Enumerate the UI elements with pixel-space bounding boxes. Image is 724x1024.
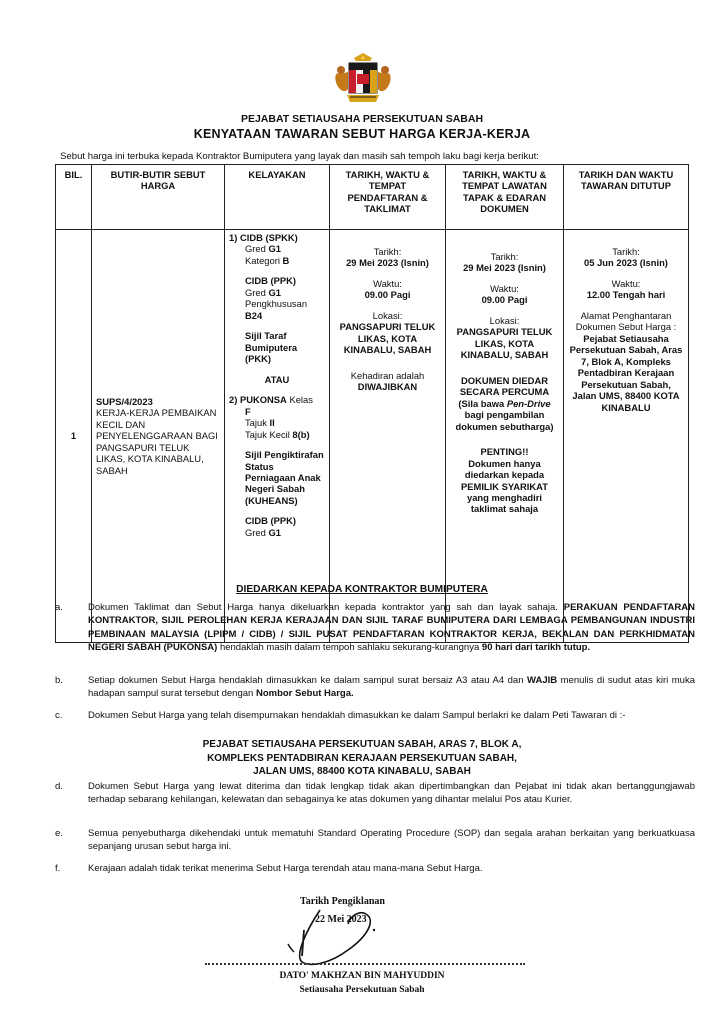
delivery-address-label: Alamat Penghantaran Dokumen Sebut Harga : [575,309,677,333]
sijil-kuheans: Sijil Pengiktirafan Status Perniagaan Anak Negeri Sabah (KUHEANS) [245,449,324,506]
note-a-text-2: PERAKUAN PENDAFTARAN KONTRAKTOR, SIJIL PEROLEHAN KERJA KERAJAAN DAN SIJIL TARAF BUMIPUTERA DARI LEMBAGA PEMBANGUNAN INDUSTRI PEMBINAAN MALAYSIA (LPIPM / CIDB) / SIJIL PUSAT PENDAFTARAN KONTRAKTOR KERJA, BEKALAN DAN PERKHIDMATAN NEGERI SABAH (PUKONSA) [88,602,695,654]
reg-date-label: Tarikh: [373,246,402,257]
note-f [55,862,695,875]
note-a-text-1: Dokumen Taklimat dan Sebut Harga hanya dikeluarkan kepada kontraktor yang sah dan layak sahaja. [88,602,558,613]
qualification-cell [225,230,330,643]
handwritten-signature [280,900,430,970]
note-f-text: Kerajaan adalah tidak terikat menerima Sebut Harga terendah atau mana-mana Sebut Harga. [88,863,483,874]
attendance-label: Kehadiran adalah [350,369,425,381]
sijil-taraf-bumiputera: Sijil Taraf Bumiputera (PKK) [245,330,298,365]
note-f-letter: f. [55,863,61,874]
work-description [92,230,225,643]
item-1-number: 1) [229,232,238,243]
header-bil: BIL. [56,165,92,230]
company-owner-note: PEMILIK SYARIKAT yang menghadiri taklimat sahaja [461,480,548,515]
coat-of-arms-logo [330,52,396,108]
note-e [55,827,695,854]
attendance-required: DIWAJIBKAN [357,381,418,393]
pengkhususan-label: Pengkhususan [245,298,308,310]
gred3-label: Gred [245,526,266,538]
header-pendaftaran: TARIKH, WAKTU & TEMPAT PENDAFTARAN & TAKLIMAT [330,165,446,230]
pendrive-note-b: Pen-Drive [506,397,551,409]
cidb-ppk: CIDB (PPK) [245,275,297,287]
cidb-ppk-2: CIDB (PPK) [245,515,297,527]
free-document-notice: DOKUMEN DIEDAR SECARA PERCUMA [459,374,550,398]
close-time: 12.00 Tengah hari [586,289,666,301]
note-c-letter: c. [55,710,63,721]
submission-address [0,738,724,779]
reg-date: 29 Mei 2023 (Isnin) [346,257,429,269]
note-d-text: Dokumen Sebut Harga yang lewat diterima dan tidak lengkap tidak akan dipertimbangkan dan Pejabat ini tidak akan bertanggungjawab terhadap sebarang kehilangan, kelewatan dan sebagainya ke atas dokumen yang dihantar melalui Pos atau Kurier. [88,781,695,806]
close-date-label: Tarikh: [612,246,640,257]
gred2-label: Gred [245,286,266,298]
pendrive-note-c: bagi pengambilan dokumen sebutharga) [455,409,554,432]
reg-time-label: Waktu: [373,277,402,289]
header-kelayakan: KELAYAKAN [225,165,330,230]
note-b-letter: b. [55,675,63,686]
visit-location-label: Lokasi: [489,314,520,326]
note-e-text: Semua penyebutharga dikehendaki untuk mematuhi Standard Operating Procedure (SOP) dan segala arahan berkaitan yang berkuatkuasa sepanjang urusan sebut harga ini. [88,828,695,853]
visit-time: 09.00 Pagi [481,294,528,306]
visit-date-label: Tarikh: [490,251,519,262]
pendrive-note-a: (Sila bawa [458,397,505,409]
delivery-address: Pejabat Setiausaha Persekutuan Sabah, Aras 7, Blok A, Kompleks Pentadbiran Kerajaan Persekutuan Sabah, Jalan UMS, 88400 KOTA KINABALU [569,332,683,413]
note-c [55,709,695,722]
gred2-value: G1 [268,286,281,298]
note-e-letter: e. [55,828,63,839]
kategori-value: B [282,254,290,266]
reg-location-label: Lokasi: [372,309,403,321]
tajuk-label: Tajuk [245,417,267,429]
note-a [55,601,695,655]
signature-line [205,963,525,965]
closing-cell [564,230,689,643]
pengkhususan-value: B24 [245,309,263,321]
header-ditutup: TARIKH DAN WAKTU TAWARAN DITUTUP [564,165,689,230]
note-d [55,780,695,807]
tajuk-kecil-value: 8(b) [292,428,310,440]
quotation-table [55,164,689,643]
document-title: KENYATAAN TAWARAN SEBUT HARGA KERJA-KERJA [193,127,531,141]
address-line-2: KOMPLEKS PENTADBIRAN KERAJAAN PERSEKUTUAN SABAH, [207,752,517,764]
visit-date: 29 Mei 2023 (Isnin) [463,262,546,274]
kategori-label: Kategori [245,254,280,266]
row-number: 1 [56,230,92,643]
important-label: PENTING!! [480,446,529,458]
kelas-value: F [245,405,251,417]
note-b [55,674,695,701]
note-b-text-3: menulis di sudut atas kiri muka hadapan sampul surat tersebut dengan [88,675,696,700]
tajuk-value: II [269,417,275,429]
work-title: KERJA-KERJA PEMBAIKAN KECIL DAN PENYELENGGARAAN BAGI PANGSAPURI TELUK LIKAS, KOTA KINABALU, SABAH [96,407,218,476]
header-lawatan: TARIKH, WAKTU & TEMPAT LAWATAN TAPAK & EDARAN DOKUMEN [446,165,564,230]
note-a-text-3: hendaklah masih dalam tempoh sahlaku sekurang-kurangnya [219,642,480,654]
registration-cell [330,230,446,643]
signatory-name: DATO' MAKHZAN BIN MAHYUDDIN [279,971,445,981]
kelas-label: Kelas [289,394,313,406]
office-name: PEJABAT SETIAUSAHA PERSEKUTUAN SABAH [240,113,484,125]
table-header-row [56,165,689,230]
visit-location: PANGSAPURI TELUK LIKAS, KOTA KINABALU, SABAH [456,326,553,361]
gred-label: Gred [245,243,266,255]
address-line-3: JALAN UMS, 88400 KOTA KINABALU, SABAH [253,766,471,777]
reference-number: SUPS/4/2023 [96,395,153,407]
note-b-text-1: Setiap dokumen Sebut Harga hendaklah dimasukkan ke dalam sampul surat bersaiz A3 atau A4 dan [88,675,524,686]
note-c-text: Dokumen Sebut Harga yang telah disempurnakan hendaklah dimasukkan ke dalam Sampul berlakri ke dalam Peti Tawaran di :- [88,710,626,721]
announcement [0,584,724,595]
note-b-text-2: WAJIB [527,675,558,686]
address-line-1: PEJABAT SETIAUSAHA PERSEKUTUAN SABAH, ARAS 7, BLOK A, [202,739,522,750]
advertisement-date: 22 Mei 2023 [315,914,367,925]
pukonsa: PUKONSA [239,394,287,406]
signatory-position: Setiausaha Persekutuan Sabah [299,985,425,995]
reg-location: PANGSAPURI TELUK LIKAS, KOTA KINABALU, SABAH [339,321,436,356]
atau-text: ATAU [264,373,290,385]
intro-text: Sebut harga ini terbuka kepada Kontraktor Bumiputera yang layak dan masih sah tempoh laku bagi kerja berikut: [60,151,539,162]
visit-time-label: Waktu: [490,282,519,294]
gred-value: G1 [268,243,281,255]
advertisement-date-label: Tarikh Pengiklanan [300,896,385,907]
note-a-letter: a. [55,602,63,613]
header-butir: BUTIR-BUTIR SEBUT HARGA [92,165,225,230]
cidb-spkk: CIDB (SPKK) [239,232,298,243]
item-2-number: 2) [229,394,238,406]
announcement-text: DIEDARKAN KEPADA KONTRAKTOR BUMIPUTERA [236,584,488,595]
note-d-letter: d. [55,781,63,792]
reg-time: 09.00 Pagi [364,289,411,301]
table-row [56,230,689,643]
gred3-value: G1 [268,526,281,538]
tajuk-kecil-label: Tajuk Kecil [245,428,290,440]
note-b-text-4: Nombor Sebut Harga. [255,688,354,700]
close-time-label: Waktu: [611,277,641,289]
close-date: 05 Jun 2023 (Isnin) [584,257,668,269]
important-text: Dokumen hanya diedarkan kepada [464,457,545,481]
note-a-text-4: 90 hari dari tarikh tutup. [481,642,591,654]
site-visit-cell [446,230,564,643]
